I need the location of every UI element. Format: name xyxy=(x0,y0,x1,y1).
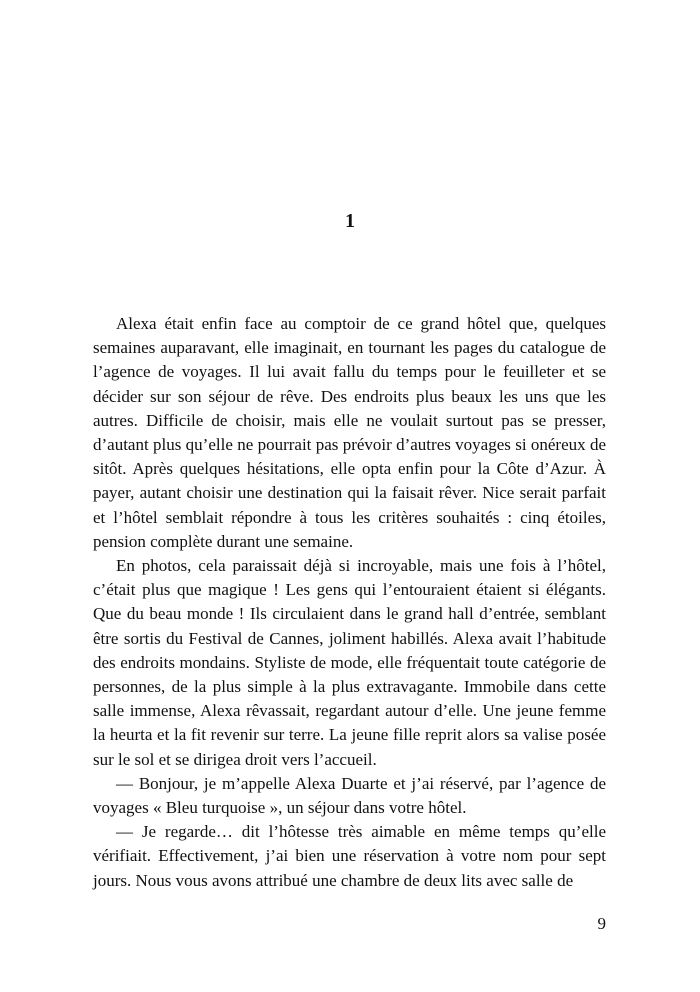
dialogue-paragraph: — Je regarde… dit l’hôtesse très aimable en même temps qu’elle vérifiait. Effectivement, j’ai bien une réservation à votre nom pour sept jours. Nous vous avons attribué une chambre de deux lits avec salle de xyxy=(93,822,606,890)
chapter-number: 1 xyxy=(345,210,355,232)
paragraph: En photos, cela paraissait déjà si incroyable, mais une fois à l’hôtel, c’était plus que magique ! Les gens qui l’entouraient étaient si élégants. Que du beau monde ! Ils circulaient dans le grand hall d’entrée, semblant être sortis du Festival de Cannes, joliment habillés. Alexa avait l’habitude des endroits mondains. Styliste de mode, elle fréquentait toute catégorie de personnes, de la plus simple à la plus extravagante. Immobile dans cette salle immense, Alexa rêvassait, regardant autour d’elle. Une jeune femme la heurta et la fit revenir sur terre. La jeune fille reprit alors sa valise posée sur le sol et se dirigea droit vers l’accueil. xyxy=(93,556,606,769)
dialogue-paragraph: — Bonjour, je m’appelle Alexa Duarte et j’ai réservé, par l’agence de voyages « Bleu turquoise », un séjour dans votre hôtel. xyxy=(93,773,606,818)
page-number: 9 xyxy=(597,914,606,933)
paragraph: Alexa était enfin face au comptoir de ce grand hôtel que, quelques semaines auparavant, elle imaginait, en tournant les pages du catalogue de l’agence de voyages. Il lui avait fallu du temps pour le feuilleter et se décider sur son séjour de rêve. Des endroits plus beaux les uns que les autres. Difficile de choisir, mais elle ne voulait surtout pas se presser, d’autant plus qu’elle ne pourrait pas prévoir d’autres voyages si onéreux de sitôt. Après quelques hésitations, elle opta enfin pour la Côte d’Azur. À payer, autant choisir une destination qui la faisait rêver. Nice serait parfait et l’hôtel semblait répondre à tous les critères souhaités : cinq étoiles, pension complète durant une semaine. xyxy=(93,314,606,551)
chapter-body xyxy=(93,312,606,893)
